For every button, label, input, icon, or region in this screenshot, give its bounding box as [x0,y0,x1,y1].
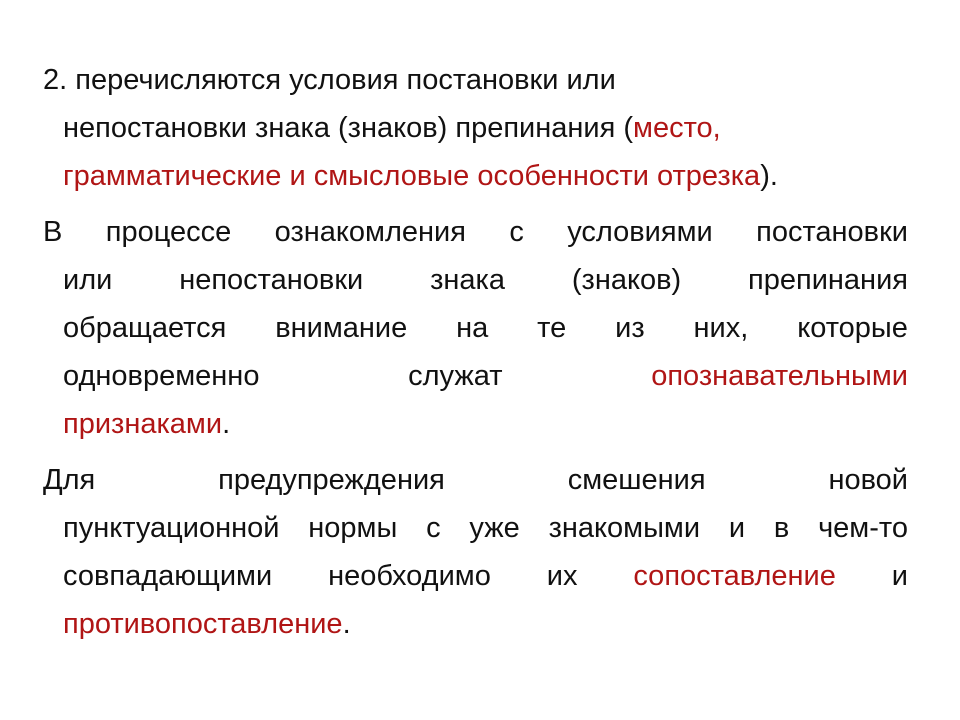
word: или [63,264,113,296]
word: пунктуационной [63,512,280,544]
word: препинания [748,264,908,296]
word: с [426,512,441,544]
p1-line-3-end: ). [760,160,778,192]
word: новой [828,464,908,496]
word: нормы [308,512,398,544]
word: непостановки [179,264,364,296]
word: и [728,512,746,544]
word: них, [693,312,749,344]
word: те [537,312,567,344]
p1-line-1-text: 2. перечисляются условия постановки или [43,64,616,96]
word: (знаков) [571,264,682,296]
p1-line-2-text: непостановки знака (знаков) препинания ( [63,112,634,144]
word: Для [43,464,96,496]
word: процессе [105,216,232,248]
word: смешения [567,464,706,496]
word: обращается [63,312,227,344]
p3-highlight-contrast: противопоставление [63,608,343,640]
word: служат [408,360,503,392]
p3-line-1 [43,456,908,504]
word: внимание [275,312,408,344]
word: уже [469,512,520,544]
p3-highlight-comparison: сопоставление [633,560,836,592]
word: и [891,560,908,592]
p3-line-4-end: . [342,608,351,640]
word: знакомыми [548,512,701,544]
word: совпадающими [63,560,273,592]
p2-line-5-end: . [222,408,231,440]
word: чем-то [818,512,908,544]
word: условиями [567,216,713,248]
word: постановки [756,216,908,248]
word: предупреждения [218,464,445,496]
p1-highlight-place: место, [633,112,721,144]
word: их [546,560,578,592]
p2-highlight-identifying: опознавательными [651,360,908,392]
word: необходимо [328,560,491,592]
p3-line-4 [63,600,351,648]
word: на [456,312,489,344]
word: ознакомления [274,216,466,248]
word: из [615,312,645,344]
word: одновременно [63,360,260,392]
word: в [773,512,790,544]
p3-line-2 [63,504,908,552]
p2-highlight-features: признаками [63,408,223,440]
p3-line-3 [63,552,908,600]
word: которые [797,312,908,344]
word: знака [430,264,505,296]
word: с [509,216,524,248]
p1-highlight-features: грамматические и смысловые особенности отрезка [63,160,761,192]
word: В [43,216,63,248]
